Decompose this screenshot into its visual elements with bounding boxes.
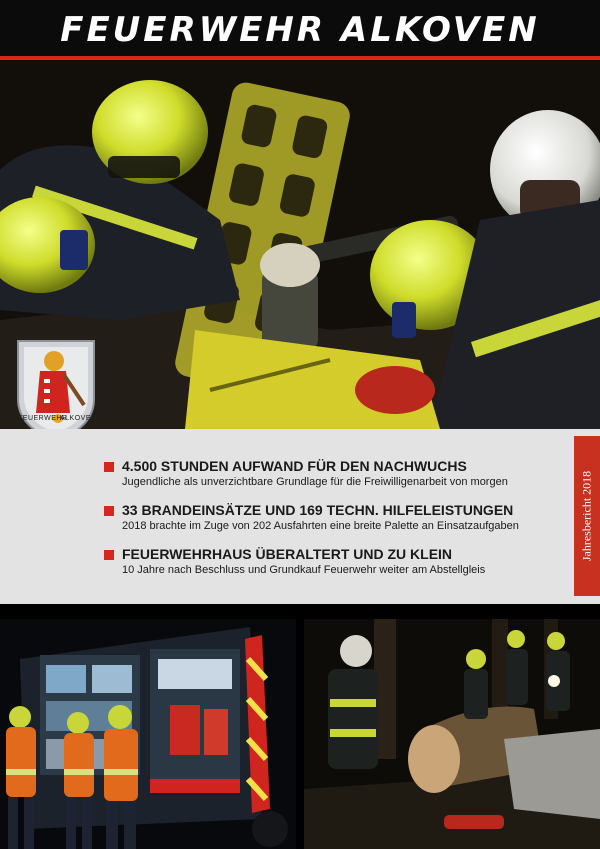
rescue-blanket <box>504 729 600 819</box>
highlight-title: 4.500 STUNDEN AUFWAND FÜR DEN NACHWUCHS <box>122 458 467 474</box>
photo-forest-tree-rescue <box>304 619 600 849</box>
highlight-text: 2018 brachte im Zuge von 202 Ausfahrten eine breite Palette an Einsatzaufgaben <box>122 520 519 532</box>
highlight-item-operations <box>100 502 560 533</box>
highlight-text: Jugendliche als unverzichtbare Grundlage für die Freiwilligenarbeit von morgen <box>122 476 508 488</box>
highlight-title: 33 BRANDEINSÄTZE UND 169 TECHN. HILFELEISTUNGEN <box>122 502 514 518</box>
annual-report-label: Jahresbericht 2018 <box>579 470 594 562</box>
red-square-bullet <box>104 506 114 516</box>
crest-text-right: ALKOVEN <box>60 415 97 422</box>
highlight-title: FEUERWEHRHAUS ÜBERALTERT UND ZU KLEIN <box>122 546 453 562</box>
masthead <box>0 0 600 60</box>
annual-report-tab <box>574 436 600 596</box>
highlight-item-firehouse <box>100 546 560 577</box>
highlights-list <box>100 458 560 590</box>
photo-fire-truck-equipment <box>0 619 296 849</box>
red-glove <box>355 366 435 414</box>
red-glove <box>444 815 504 829</box>
red-square-bullet <box>104 550 114 560</box>
crest-text-left: FEUERWEHR <box>18 415 68 422</box>
highlight-text: 10 Jahre nach Beschluss und Grundkauf Feuerwehr weiter am Abstellgleis <box>122 564 486 576</box>
fire-truck-illustration <box>0 619 296 849</box>
red-square-bullet <box>104 462 114 472</box>
forest-rescue-illustration <box>304 619 600 849</box>
magazine-title: FEUERWEHR ALKOVEN <box>60 10 540 50</box>
highlight-item-youth <box>100 458 560 489</box>
